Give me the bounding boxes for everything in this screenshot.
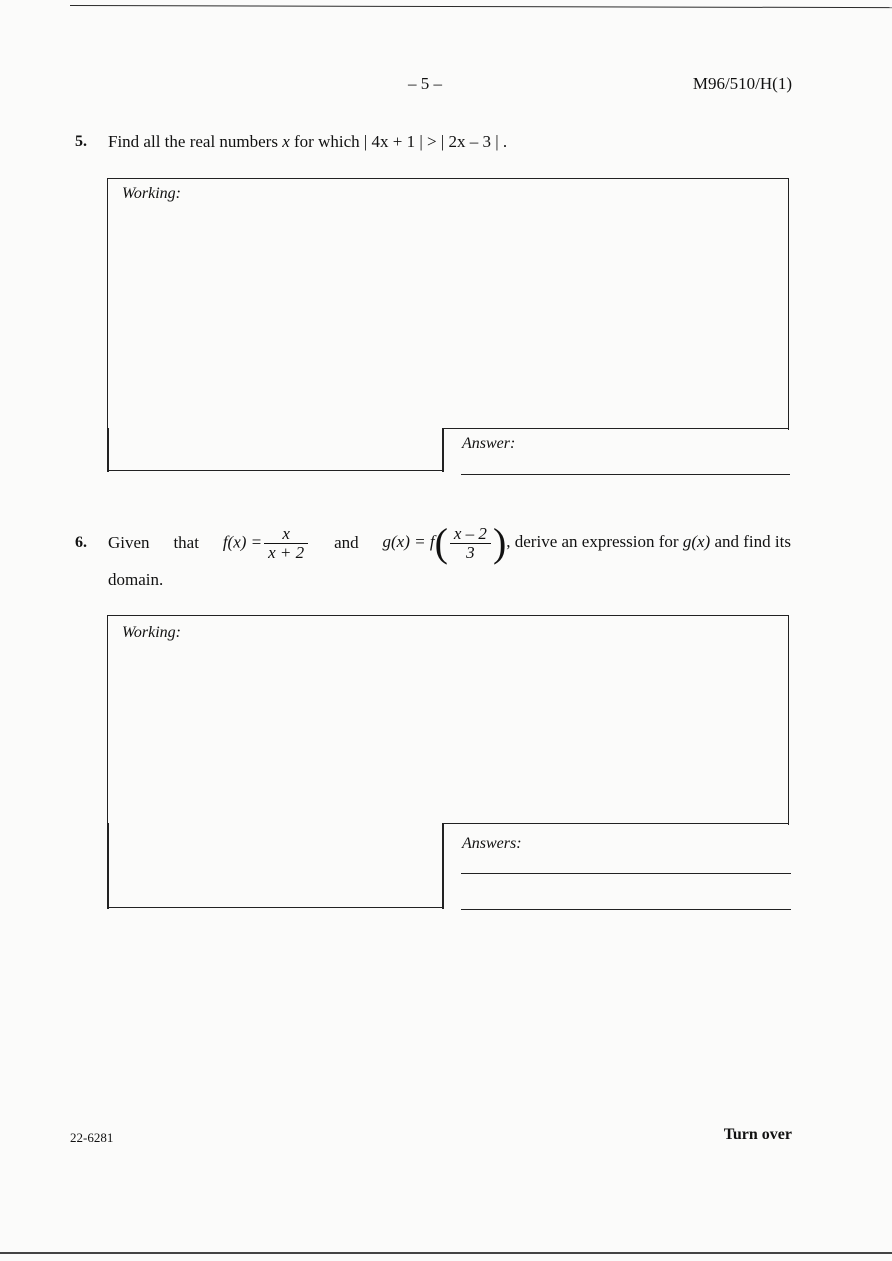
bottom-edge-rule (0, 1252, 892, 1254)
question-6-text (108, 518, 791, 568)
q6-working-label: Working: (122, 624, 181, 641)
question-6-number: 6. (75, 534, 87, 551)
q6-answer-line-1[interactable] (461, 873, 791, 874)
q6-g-numerator: x – 2 (453, 523, 487, 543)
q6-g-fraction (450, 525, 491, 562)
left-paren-glyph: ( (434, 520, 448, 565)
q6-answer-top (442, 823, 789, 824)
q6-that: that (173, 533, 199, 552)
q5-answer-top (442, 428, 789, 429)
q6-g-lhs: g(x) = f (382, 531, 435, 551)
q6-working-box-left-ext (107, 823, 109, 909)
page-number: – 5 – (408, 74, 442, 93)
q5-working-label: Working: (122, 185, 181, 202)
q6-answer-divider (442, 823, 444, 909)
q5-working-box-left-ext (107, 428, 109, 472)
q6-text-after: , derive an expression for (506, 531, 683, 551)
question-5-number: 5. (75, 133, 87, 150)
q6-f-numerator: x (282, 523, 290, 543)
q6-text-end: and find its (710, 531, 791, 551)
q6-working-box[interactable] (107, 615, 789, 825)
q6-g-definition (382, 520, 791, 565)
question-5-text (108, 132, 507, 152)
q5-text-mid: for which (289, 132, 364, 151)
top-edge-rule (70, 5, 892, 8)
q5-text-before: Find all the real numbers (108, 132, 283, 151)
q6-answers-label: Answers: (462, 835, 522, 852)
right-paren-glyph: ) (492, 520, 507, 565)
q5-inequality: | 4x + 1 | > | 2x – 3 | . (363, 132, 508, 151)
q6-line-2: domain. (108, 570, 164, 589)
q6-working-box-bottom (107, 907, 444, 908)
q6-answer-line-2[interactable] (461, 909, 791, 910)
paper-code: M96/510/H(1) (692, 74, 792, 93)
q6-f-lhs: f(x) = (222, 531, 263, 551)
q6-and: and (334, 533, 359, 552)
q5-working-box[interactable] (107, 178, 789, 430)
q5-answer-line[interactable] (461, 474, 790, 475)
q6-gx: g(x) (682, 531, 711, 551)
q6-f-definition (223, 525, 310, 562)
q5-answer-divider (442, 428, 444, 472)
q5-variable: x (282, 132, 290, 151)
q6-f-fraction (264, 525, 308, 562)
footer-code: 22-6281 (70, 1130, 114, 1145)
turn-over-label: Turn over (723, 1126, 792, 1143)
q6-given: Given (108, 533, 150, 552)
q5-working-box-bottom (107, 470, 443, 471)
q5-answer-label: Answer: (462, 435, 516, 452)
q6-f-denominator: x + 2 (264, 543, 308, 562)
q6-g-denominator: 3 (450, 543, 491, 562)
